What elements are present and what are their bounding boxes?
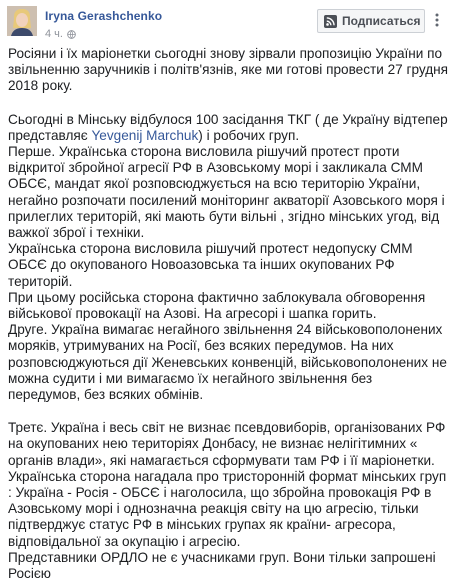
post-header: [0, 0, 449, 46]
paragraph-2-text: Сьогодні в Мінську відбулося 100 засідання ТКГ ( де Україну відтепер представляє: [8, 111, 448, 143]
author-name-link[interactable]: Iryna Gerashchenko: [45, 9, 163, 23]
avatar-photo-icon: [7, 6, 37, 36]
paragraph-2-end: ) і робочих груп.: [198, 127, 300, 143]
paragraph-5: При цьому російська сторона фактично заблокувала обговорення військової провокації на Азові. На агресорі і шапка горить.: [8, 289, 426, 322]
paragraph-6: Друге. Україна вимагає негайного звільнення 24 військовополонених моряків, утримуваних на Росії, без всяких передумов. На них розповсюджуються дії Женевських конвенцій, військовополонених не можна судити і ми вимагаємо їх негайного звільнення без передумов, без всяких обмінів.: [8, 322, 447, 403]
more-options-icon: [435, 12, 439, 28]
paragraph-1: Росіяни і їх маріонетки сьогодні знову зірвали пропозицію України по звільненню заручників і політв'язнів, яке ми готові провести 27 грудня 2018 року.: [8, 46, 448, 94]
post-timestamp[interactable]: 4 ч.: [45, 28, 63, 40]
rss-follow-icon: [324, 15, 337, 28]
globe-icon: [67, 30, 76, 39]
post-body: [8, 46, 448, 582]
paragraph-7: Третє. Україна і весь світ не визнає псевдовиборів, організованих РФ на окупованих нею територіях Донбасу, не визнає нелігітимних « органів влади», які намагається сформувати там РФ і її маріонетки. Українська сторона нагадала про тристоронній формат мінських груп : Україна - Росія - ОБСЄ і наголосила, що збройна провокація РФ в Азовському морі і однозначна реакція світу на цю агресію, тільки підтверджує статус РФ в мінських групах як країни- агресора, відповідальної за окупацію і агресію.: [8, 420, 447, 549]
post-meta: [45, 28, 76, 40]
paragraph-2: [8, 112, 448, 144]
follow-button[interactable]: [317, 9, 425, 33]
tagged-person-link[interactable]: Yevgenij Marchuk: [91, 127, 199, 143]
paragraph-3: Перше. Українська сторона висловила рішучий протест проти відкритої збройної агресії РФ в Азовському морі і закликала СММ ОБСЄ, мандат якої розповсюджується на всю територію України, негайно розпочати посилений моніторинг акваторії Азовського моря і прилеглих територій, які мають бути вільні , згідно мінських угод, від важкої зброї і техніки.: [8, 144, 445, 241]
paragraph-8: Представники ОРДЛО не є учасниками груп. Вони тільки запрошені Росією: [8, 549, 436, 582]
more-options-button[interactable]: [429, 10, 445, 30]
author-avatar[interactable]: [7, 6, 37, 36]
follow-button-label: Подписаться: [342, 14, 421, 28]
paragraph-4: Українська сторона висловила рішучий протест недопуску СММ ОБСЄ до окупованого Новоазовська та інших окупованих РФ територій.: [8, 241, 413, 289]
